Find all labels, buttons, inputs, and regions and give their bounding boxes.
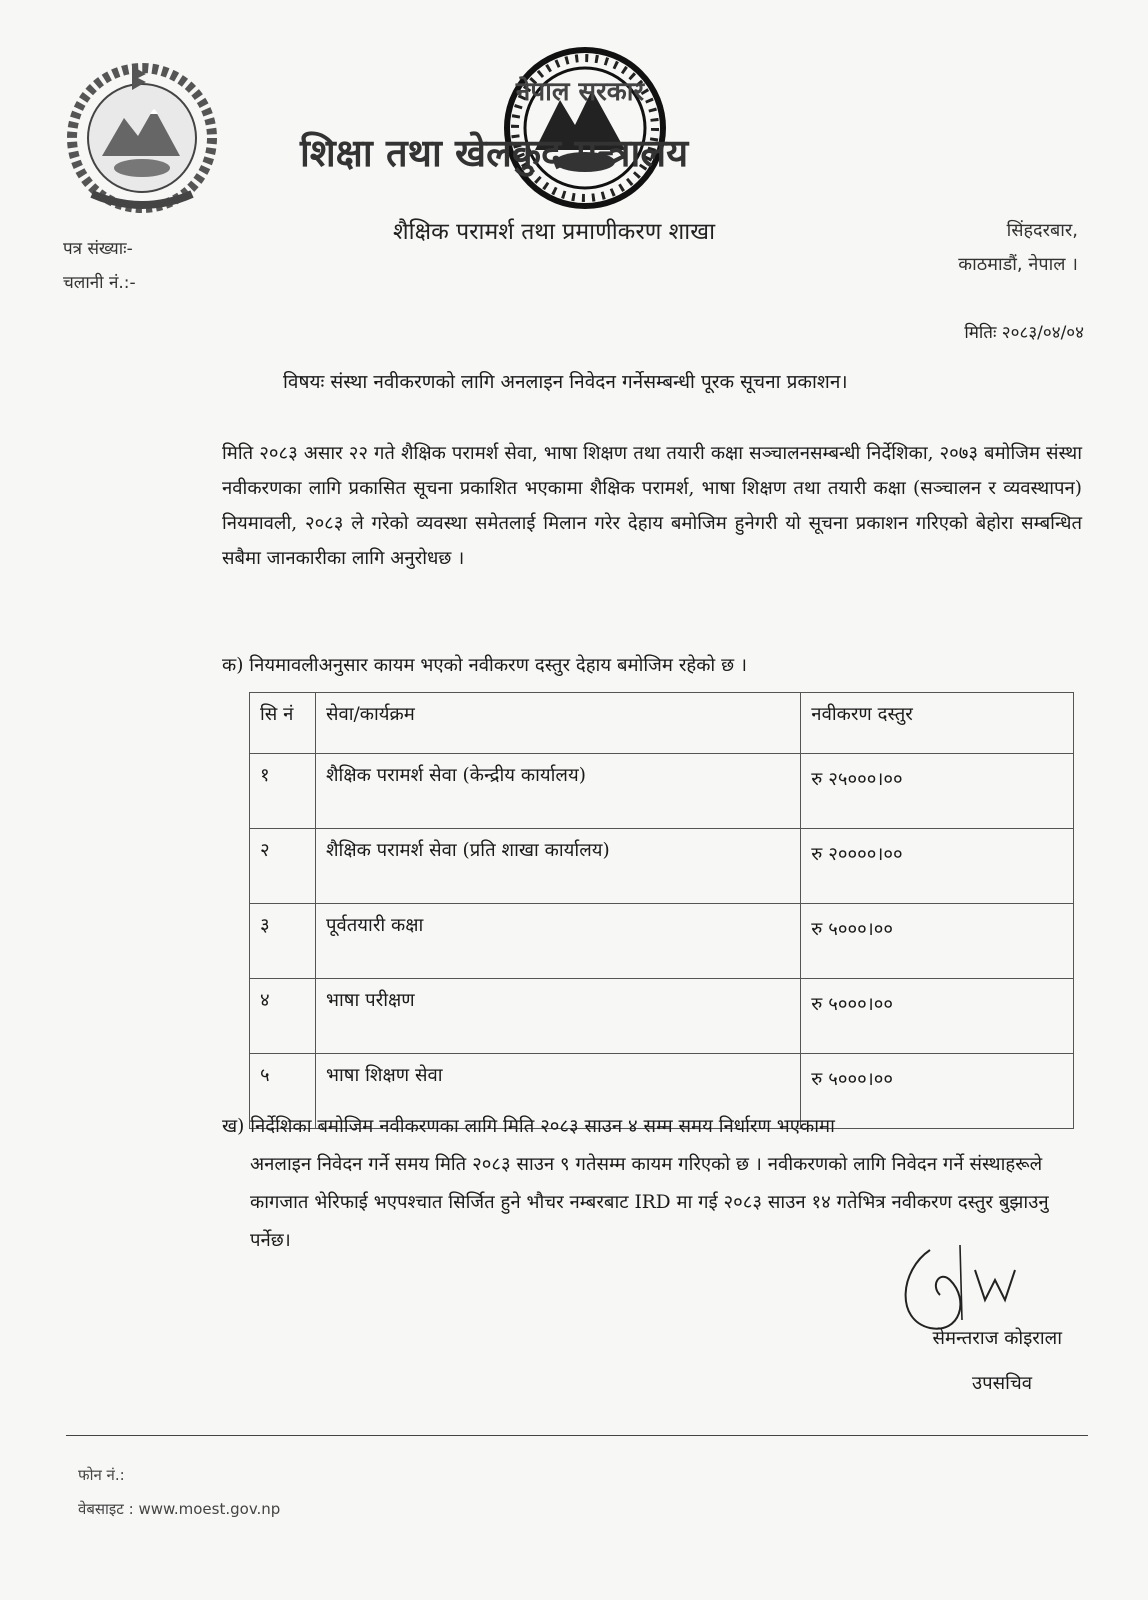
address-line-1: सिंहदरबार, (1006, 220, 1078, 241)
footer-website[interactable]: वेबसाइट : www.moest.gov.np (78, 1500, 281, 1518)
row-service: शैक्षिक परामर्श सेवा (प्रति शाखा कार्यालय) (315, 829, 800, 904)
row-service: शैक्षिक परामर्श सेवा (केन्द्रीय कार्यालय) (315, 754, 800, 829)
signer-name: सेमन्तराज कोइराला (932, 1328, 1062, 1349)
letter-number: पत्र संख्याः- (63, 239, 133, 259)
row-sn: १ (250, 754, 316, 829)
row-sn: ३ (250, 904, 316, 979)
row-sn: २ (250, 829, 316, 904)
footer-divider (66, 1435, 1088, 1436)
row-service: पूर्वतयारी कक्षा (315, 904, 800, 979)
section-kha-rest: अनलाइन निवेदन गर्ने समय मिति २०८३ साउन ९ गतेसम्म कायम गरिएको छ । नवीकरणको लागि निवेदन गर्ने संस्थाहरूले कागजात भेरिफाई भएपश्चात सिर्जित हुने भौचर नम्बरबाट IRD मा गई २०८३ साउन १४ गतेभित्र नवीकरण दस्तुर बुझाउनु पर्नेछ। (250, 1154, 1049, 1251)
row-sn: ४ (250, 979, 316, 1054)
branch-title: शैक्षिक परामर्श तथा प्रमाणीकरण शाखा (393, 219, 716, 245)
nepal-emblem-icon (62, 56, 222, 216)
table-header-row (250, 693, 1074, 754)
row-service: भाषा शिक्षण सेवा (315, 1054, 800, 1129)
government-line: नेपाल सरकार (515, 77, 645, 107)
notice-date: मितिः २०८३/०४/०४ (964, 323, 1084, 343)
table-row (250, 979, 1074, 1054)
section-kha-first-line: ख) निर्देशिका बमोजिम नवीकरणका लागि मिति २०८३ साउन ४ सम्म समय निर्धारण भएकामा (222, 1116, 835, 1137)
footer-phone: फोन नं.: (78, 1466, 125, 1484)
table-row (250, 754, 1074, 829)
row-sn: ५ (250, 1054, 316, 1129)
section-ka: क) नियमावलीअनुसार कायम भएको नवीकरण दस्तुर देहाय बमोजिम रहेको छ । (222, 655, 747, 676)
row-fee: रु ५०००।०० (801, 904, 1074, 979)
header-fee: नवीकरण दस्तुर (801, 693, 1074, 754)
row-fee: रु ५०००।०० (801, 1054, 1074, 1129)
ministry-title: शिक्षा तथा खेलकुद मन्त्रालय (300, 131, 689, 175)
section-kha (222, 1108, 1082, 1260)
reference-block (63, 232, 136, 300)
signer-title: उपसचिव (972, 1373, 1032, 1394)
row-fee: रु ५०००।०० (801, 979, 1074, 1054)
row-fee: रु २००००।०० (801, 829, 1074, 904)
footer (78, 1458, 280, 1526)
dispatch-number: चलानी नं.:- (63, 273, 136, 293)
row-fee: रु २५०००।०० (801, 754, 1074, 829)
header-sn: सि नं (250, 693, 316, 754)
renewal-fee-table (249, 692, 1074, 1129)
table-row (250, 904, 1074, 979)
header-service: सेवा/कार्यक्रम (315, 693, 800, 754)
body-paragraph: मिति २०८३ असार २२ गते शैक्षिक परामर्श सेवा, भाषा शिक्षण तथा तयारी कक्षा सञ्चालनसम्बन्धी निर्देशिका, २०७३ बमोजिम संस्था नवीकरणका लागि प्रकासित सूचना प्रकाशित भएकामा शैक्षिक परामर्श, भाषा शिक्षण तथा तयारी कक्षा (सञ्चालन र व्यवस्थापन) नियमावली, २०८३ ले गरेको व्यवस्था समेतलाई मिलान गरेर देहाय बमोजिम हुनेगरी यो सूचना प्रकाशन गरिएको बेहोरा सम्बन्धित सबैमा जानकारीका लागि अनुरोधछ । (222, 443, 1082, 569)
subject-line: विषयः संस्था नवीकरणको लागि अनलाइन निवेदन गर्नेसम्बन्धी पूरक सूचना प्रकाशन। (283, 371, 848, 393)
address-block (958, 214, 1078, 282)
row-service: भाषा परीक्षण (315, 979, 800, 1054)
address-line-2: काठमाडौं, नेपाल । (958, 254, 1078, 275)
table-row (250, 829, 1074, 904)
